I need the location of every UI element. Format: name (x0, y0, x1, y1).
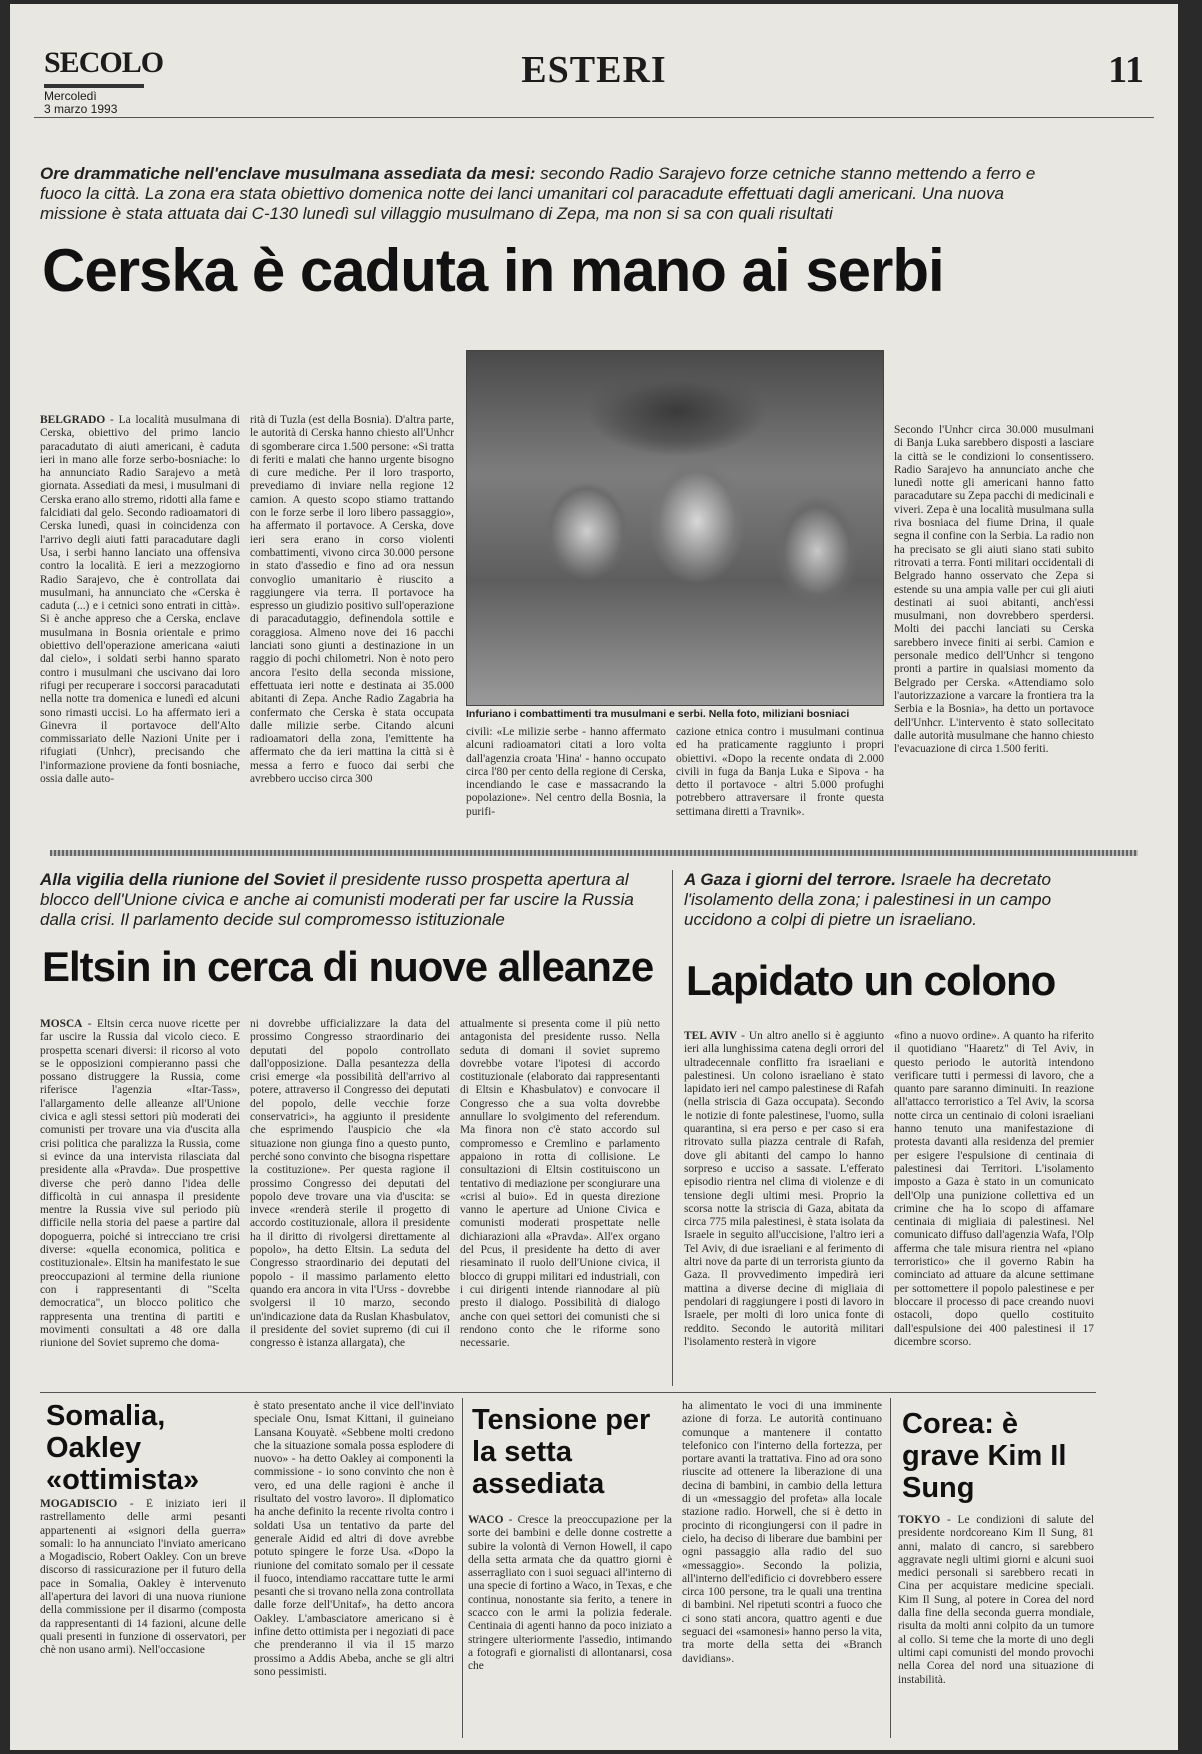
issue-date (44, 90, 117, 116)
somalia-dateline: MOGADISCIO (40, 1498, 118, 1510)
eltsin-kicker-lead: Alla vigilia della riunione del Soviet (40, 870, 325, 889)
waco-headline: Tensione per la setta assediata (472, 1404, 651, 1500)
column-divider-3 (890, 1398, 891, 1738)
newspaper-logo: SECOLO (44, 46, 164, 79)
eltsin-column-2: ni dovrebbe ufficializzare la data del prossimo Congresso straordinario dei deputati del popolo controllato dall'opposizione. Dalla pesantezza della crisi emerge «la possibilità dell'arrivo al potere, attraverso il Congresso dei deputati del popolo, delle vecchie forze conservatrici», ha aggiunto il presidente che esprimendo l'auspicio che «la situazione non giunga fino a questo punto, perché sono convinto che bisogna rispettare la costituzione». Per questa ragione il prossimo Congresso dei deputati del popolo deve trovare una via d'uscita: se invece «renderà sterile il progetto di accordo costituzionale, allora il presidente ha il diritto di rivolgersi direttamente al popolo», ha detto Eltsin. La seduta del Congresso straordinario dei deputati del popolo - il massimo parlamento eletto quando era ancora in vita l'Urss - dovrebbe svolgersi il 10 marzo, secondo un'indicazione data da Ruslan Khasbulatov, il presidente del soviet supremo (di cui il congresso è istanza allargata), che (250, 1018, 450, 1350)
photo-caption: Infuriano i combattimenti tra musulmani e serbi. Nella foto, miliziani bosniaci (466, 708, 850, 720)
eltsin-kicker-rest: il presidente russo prospetta apertura al blocco dell'Unione civica e anche ai comunisti moderati per far uscire la Russia dalla crisi. Il parlamento decide sul compromesso istituzionale (40, 870, 634, 929)
newspaper-page (10, 4, 1178, 1750)
eltsin-column-1 (40, 1018, 240, 1386)
cerska-headline: Cerska è caduta in mano ai serbi (42, 237, 944, 304)
gaza-headline: Lapidato un colono (686, 957, 1056, 1004)
eltsin-kicker (40, 870, 640, 930)
corea-dateline: TOKYO (898, 1514, 941, 1526)
cerska-column-1 (40, 414, 240, 852)
corea-headline: Corea: è grave Kim Il Sung (902, 1408, 1067, 1504)
waco-col1-text: - Cresce la preoccupazione per la sorte dei bambini e delle donne costrette a subire la volontà di Vernon Howell, il capo della setta armata che da quattro giorni è asserragliato con i suoi seguaci all'interno di una specie di fortino a Waco, in Texas, e che continua, nonostante sia ferito, a tenere in scacco con le armi la polizia federale. Centinaia di agenti hanno da poco iniziato a stringere ulteriormente l'assedio, intimando a fotografi e giornalisti di allontanarsi, cosa che (468, 1514, 672, 1673)
horizontal-divider (40, 1392, 1096, 1393)
cerska-column-5: Secondo l'Unhcr circa 30.000 musulmani di Banja Luka sarebbero disposti a lasciare la città se le condizioni lo consentissero. Radio Sarajevo ha annunciato anche che lunedì notte gli americani hanno fatto paracadutare su Zepa pacchi di medicinali e viveri. Zepa è una località musulmana sulla riva bosniaca del fiume Drina, il quale segna il confine con la Serbia. La radio non ha precisato se gli aiuti siano stati subito ritrovati a terra. Fonti militari occidentali di Belgrado hanno osservato che Zepa si estende su una ampia valle per cui gli aiuti destinati ai suoi abitanti, anch'essi musulmani, non dovrebbero sperdersi. Molti dei pacchi lanciati su Cerska sarebbero invece finiti ai serbi. Camion e personale medico dell'Unhcr si tengono pronti a partire in qualsiasi momento da Belgrado per Cerska. «Attendiamo solo l'autorizzazione a varcare la frontiera tra la Serbia e la Bosnia», ha detto un portavoce dell'Unhcr. L'intervento è stato sollecitato dalle autorità musulmane che hanno chiesto l'evacuazione di circa 1.500 feriti. (894, 424, 1094, 756)
eltsin-column-3: attualmente si presenta come il più netto antagonista del presidente russo. Nella seduta di domani il soviet supremo dovrebbe votare l'ipotesi di accordo costituzionale (elaborato dai rappresentanti di Eltsin e Khasbulatov) e convocare il Congresso che a sua volta dovrebbe annullare lo svolgimento del referendum. Ma finora non c'è stato accordo sul compromesso e Cremlino e parlamento appaiono in rotta di collisione. Le consultazioni di Eltsin costituiscono un tentativo di mediazione per scongiurare una «crisi al buio». Ed in questa direzione vanno le aperture ad Unione Civica e comunisti moderati prospettate nelle dichiarazioni alla «Pravda». All'ex organo del Pcus, il presidente ha detto di aver riesaminato il ruolo dell'Unione civica, il blocco di gruppi militari ed industriali, con i cui dirigenti intende riannodare al più presto il dialogo. Possibilità di dialogo anche con quei settori dei comunisti che si rendono conto che le riforme sono necessarie. (460, 1018, 660, 1350)
somalia-col1-text: - È iniziato ieri il rastrellamento delle armi pesanti appartenenti ai «signori della guerra» somali: lo ha annunciato l'inviato americano a Mogadiscio, Robert Oakley. Con un breve discorso di rassicurazione per il futuro della pace in Somalia, Oakley è intervenuto all'apertura dei lavori di una nuova riunione della commissione per il disarmo (composta da rappresentanti di 14 fazioni, alcune delle quali presenti in funzione di osservatori, per chè non usano armi). Nell'occasione (40, 1498, 246, 1657)
page-number: 11 (1108, 49, 1144, 91)
militia-photo (466, 350, 884, 706)
column-divider (672, 870, 673, 1386)
somalia-headline: Somalia, Oakley «ottimista» (46, 1400, 200, 1496)
corea-column-1 (898, 1514, 1094, 1738)
gaza-kicker-rest: Israele ha decretato l'isolamento della zona; i palestinesi in un campo uccidono a colpi di pietre un israeliano. (684, 870, 1052, 929)
section-separator (50, 850, 1138, 856)
gaza-col1-text: - Un altro anello si è aggiunto ieri alla lunghissima catena degli orrori del ultradecennale conflitto fra israeliani e palestinesi. Un colono israeliano è stato lapidato ieri nel campo palestinese di Rafah (nella striscia di Gaza occupata). Secondo le notizie di fonte palestinese, l'uomo, sulla quarantina, si era perso e per caso si era ritrovato sulla piazza centrale di Rafah, dove gli abitanti del campo lo hanno sorpreso e ucciso a sassate. L'efferato episodio rientra nel clima di violenze e di tensione degli ultimi mesi. Proprio la scorsa notte la striscia di Gaza, abitata da circa 775 mila palestinesi, è stata isolata da Israele in seguito all'uccisione, l'altro ieri a Tel Aviv, di due israeliani e al ferimento di altri nove da parte di un terrorista giunto da Gaza. Il provvedimento impedirà ieri mattina a diverse decine di migliaia di pendolari di raggiungere i posti di lavoro in Israele, per molti di loro unica fonte di reddito. Secondo le autorità militari l'isolamento resterà in vigore (684, 1030, 884, 1348)
issue-day: Mercoledì (44, 89, 97, 103)
somalia-column-1 (40, 1498, 246, 1738)
cerska-column-4: cazione etnica contro i musulmani continua ed ha praticamente raggiunto i propri obiettivi. «Dopo la recente ondata di 2.000 civili in fuga da Banja Luka e Sipova - ha detto il portavoce - altri 5.000 profughi potrebbero attraversare il fronte questa settimana diretti a Travnik». (676, 726, 884, 818)
eltsin-dateline: MOSCA (40, 1018, 83, 1030)
gaza-column-1 (684, 1030, 884, 1386)
eltsin-col1-text: - Eltsin cerca nuove ricette per far uscire la Russia dal vicolo cieco. E prospetta scenari diversi: il ricorso al voto se le opposizioni compieranno passi che possano distruggere la Russia, come riferisce l'agenzia «Itar-Tass», l'allargamento delle alleanze all'Unione civica e agli stessi settori più moderati dei comunisti per trovare una via d'uscita alla crisi politica che paralizza la Russia, come si evince da una intervista rilasciata dal presidente alla «Pravda». Due prospettive diverse che però danno l'idea delle difficoltà in cui annaspa il presidente mentre la Russia vive sul periodo più difficile nella storia del paese a partire dal dopoguerra, poiché si intrecciano tre crisi diverse: «quella economica, politica e costituzionale». Eltsin ha manifestato le sue preoccupazioni al termine della riunione con i rappresentanti di "Scelta democratica", un blocco politico che rappresenta una trentina di partiti e movimenti consultati a 48 ore dalla riunione del Soviet supremo che doma- (40, 1018, 240, 1350)
gaza-kicker (684, 870, 1094, 930)
waco-column-2: ha alimentato le voci di una imminente azione di forza. Le autorità continuano comunque a mantenere il contatto telefonico con l'interno della fortezza, per portare avanti la trattativa. Fino ad ora sono riuscite ad ottenere la liberazione di una decina di bambini, in cambio della lettura di un «messaggio del profeta» alla locale stazione radio. Horwell, che si è detto in procinto di ricongiungersi con il padre in cielo, ha deciso di liberare due bambini per ogni passaggio alla radio del suo «messaggio». Secondo la polizia, all'interno dell'edificio ci dovrebbero essere circa 100 persone, tra le quali una trentina di bambini. Nel ripetuti scontri a fuoco che ci sono stati ancora, quattro agenti e due seguaci dei «samonesi» hanno perso la vita, tra morte della setta dei «Branch davidians». (682, 1400, 882, 1665)
gaza-kicker-lead: A Gaza i giorni del terrore. (684, 870, 896, 889)
waco-dateline: WACO (468, 1514, 504, 1526)
cerska-column-3: civili: «Le milizie serbe - hanno affermato alcuni radioamatori citati a loro volta dall'agenzia croata 'Hina' - hanno occupato circa l'80 per cento della regione di Cerska, incendiando le case e massacrando la popolazione». Nel centro della Bosnia, la purifi- (466, 726, 666, 818)
cerska-col1-text: - La località musulmana di Cerska, obiettivo del primo lancio paracadutato di aiuti americani, è caduta ieri in mano alle forze serbo-bosniache: lo ha annunciato Radio Sarajevo a metà giornata. Assediati da mesi, i musulmani di Cerska erano allo stremo, ridotti alla fame e falcidiati dal gelo. Secondo radioamatori di Cerska lunedì, quasi in coincidenza con l'arrivo degli aiuti fatti paracadutare dagli Usa, i serbi hanno lanciato una offensiva contro la località. E ieri a mezzogiorno Radio Sarajevo, che è controllata dai musulmani, ha annunciato che «Cerska è caduta (...) e i cetnici sono entrati in città». Si è anche appreso che a Cerska, enclave musulmana in Bosnia orientale e primo obiettivo dell'operazione americana «aiuti dal cielo», i soldati serbi hanno sparato contro i musulmani che uscivano dai loro rifugi per recuperare i soccorsi paracadutati nella notte tra domenica e lunedì ed alcuni sono rimasti uccisi. Lo ha affermato ieri a Ginevra il portavoce dell'Alto commissariato delle Nazioni Unite per i rifugiati (Unhcr), precisando che l'informazione proviene da fonti bosniache, ossia dalle auto- (40, 414, 240, 786)
corea-col1-text: - Le condizioni di salute del presidente nordcoreano Kim Il Sung, 81 anni, malato di cancro, si sarebbero aggravate negli ultimi giorni e alcuni suoi medici personali si sarebbero recati in Cina per acquistare medicine speciali. Kim Il Sung, al potere in Corea del nord dalla fine della seconda guerra mondiale, risulta da molti anni colpito da un tumore al collo. Si teme che la morte di uno degli ultimi capi comunisti del mondo provochi nella Corea del nord una situazione di instabilità. (898, 1514, 1094, 1686)
cerska-kicker (40, 164, 1040, 224)
gaza-column-2: «fino a nuovo ordine». A quanto ha riferito il quotidiano "Haaretz" di Tel Aviv, in questo periodo le autorità intendono verificare tutti i permessi di lavoro, che a quanto pare saranno diminuiti. In reazione all'attacco terroristico a Tel Aviv, la scorsa notte circa un centinaio di coloni israeliani hanno tenuto una manifestazione di protesta davanti alla residenza del premier per esigere l'espulsione di centinaia di palestinesi dai Territori. L'isolamento imposto a Gaza è stato in un comunicato dell'Olp una punizione collettiva ed un crimine che ha lo scopo di affamare centinaia di migliaia di palestinesi. Nel comunicato diffuso dall'agenzia Wafa, l'Olp afferma che tale misura rientra nel «piano terroristico» che il governo Rabin ha cominciato ad attuare da alcune settimane per sottomettere il popolo palestinese e per bloccare il processo di pace creando nuovi ostacoli, dopo quello costituito dall'espulsione dei 400 palestinesi il 17 dicembre scorso. (894, 1030, 1094, 1348)
cerska-kicker-rest: secondo Radio Sarajevo forze cetniche stanno mettendo a ferro e fuoco la città. La zona era stata obiettivo domenica notte dei lanci umanitari col paracadute effettuati dagli americani. Una nuova missione è stata attuata dai C-130 lunedì sul villaggio musulmano di Zepa, ma non si sa con quali risultati (40, 164, 1036, 223)
issue-full-date: 3 marzo 1993 (44, 102, 118, 116)
cerska-dateline: BELGRADO (40, 414, 106, 426)
somalia-column-2: è stato presentato anche il vice dell'inviato speciale Onu, Ismat Kittani, il guineiano Lansana Kouyatè. «Sebbene molti credono che la situazione somala possa esplodere di nuovo» - ha detto Oakley ai componenti la commissione - io sono convinto che non è vero, ed una delle ragioni è anche il risultato del vostro lavoro». Il diplomatico ha anche definito la recente rivolta contro i soldati Usa un tentativo da parte del generale Aidid ed altri di dove avrebbe potuto spingere le forze Usa. «Dopo la riunione del comitato somalo per il cessate il fuoco, intendiamo raccattare tutte le armi pesanti che si trovano nella zona controllata dalle forze dell'Unitaf», ha detto ancora Oakley. L'ambasciatore americano si è infine detto ottimista per i negoziati di pace che prenderanno il via il 15 marzo prossimo a Addis Abeba, anche se gli altri sono pessimisti. (254, 1400, 454, 1678)
cerska-column-2: rità di Tuzla (est della Bosnia). D'altra parte, le autorità di Cerska hanno chiesto all'Unhcr di sgomberare circa 1.500 persone: «Si tratta di feriti e malati che hanno urgente bisogno di cure mediche. Per il loro trasporto, prevediamo di inviare nella regione 12 camion. A questo scopo stiamo trattando con le forze serbe il loro libero passaggio», ha affermato il portavoce. A Cerska, dove ieri sera erano in corso violenti combattimenti, vivono circa 30.000 persone in stato d'assedio e fino ad ora nessun convoglio umanitario è riuscito a raggiungere via terra. Il portavoce ha espresso un giudizio positivo sull'operazione di paracadutaggio, definendola sottile e coraggiosa. Almeno nove dei 16 pacchi lanciati sono giunti a destinazione in un raggio di pochi chilometri. Non è noto pero ancora l'esito della seconda missione, effettuata ieri notte e destinata ai 35.000 abitanti di Zepa. Anche Radio Zagabria ha confermato che Cerska è stata occupata dalle milizie serbe. Citando alcuni radioamatori della zona, l'emittente ha affermato che da ieri mattina la città si è messa a ferro e fuoco dai serbi che avrebbero ucciso circa 300 (250, 414, 454, 786)
masthead (34, 38, 1154, 118)
gaza-dateline: TEL AVIV (684, 1030, 738, 1042)
column-divider-2 (462, 1398, 463, 1738)
waco-column-1 (468, 1514, 672, 1738)
eltsin-headline: Eltsin in cerca di nuove alleanze (42, 943, 654, 990)
cerska-kicker-lead: Ore drammatiche nell'enclave musulmana assediata da mesi: (40, 164, 536, 183)
section-title: ESTERI (521, 49, 667, 91)
